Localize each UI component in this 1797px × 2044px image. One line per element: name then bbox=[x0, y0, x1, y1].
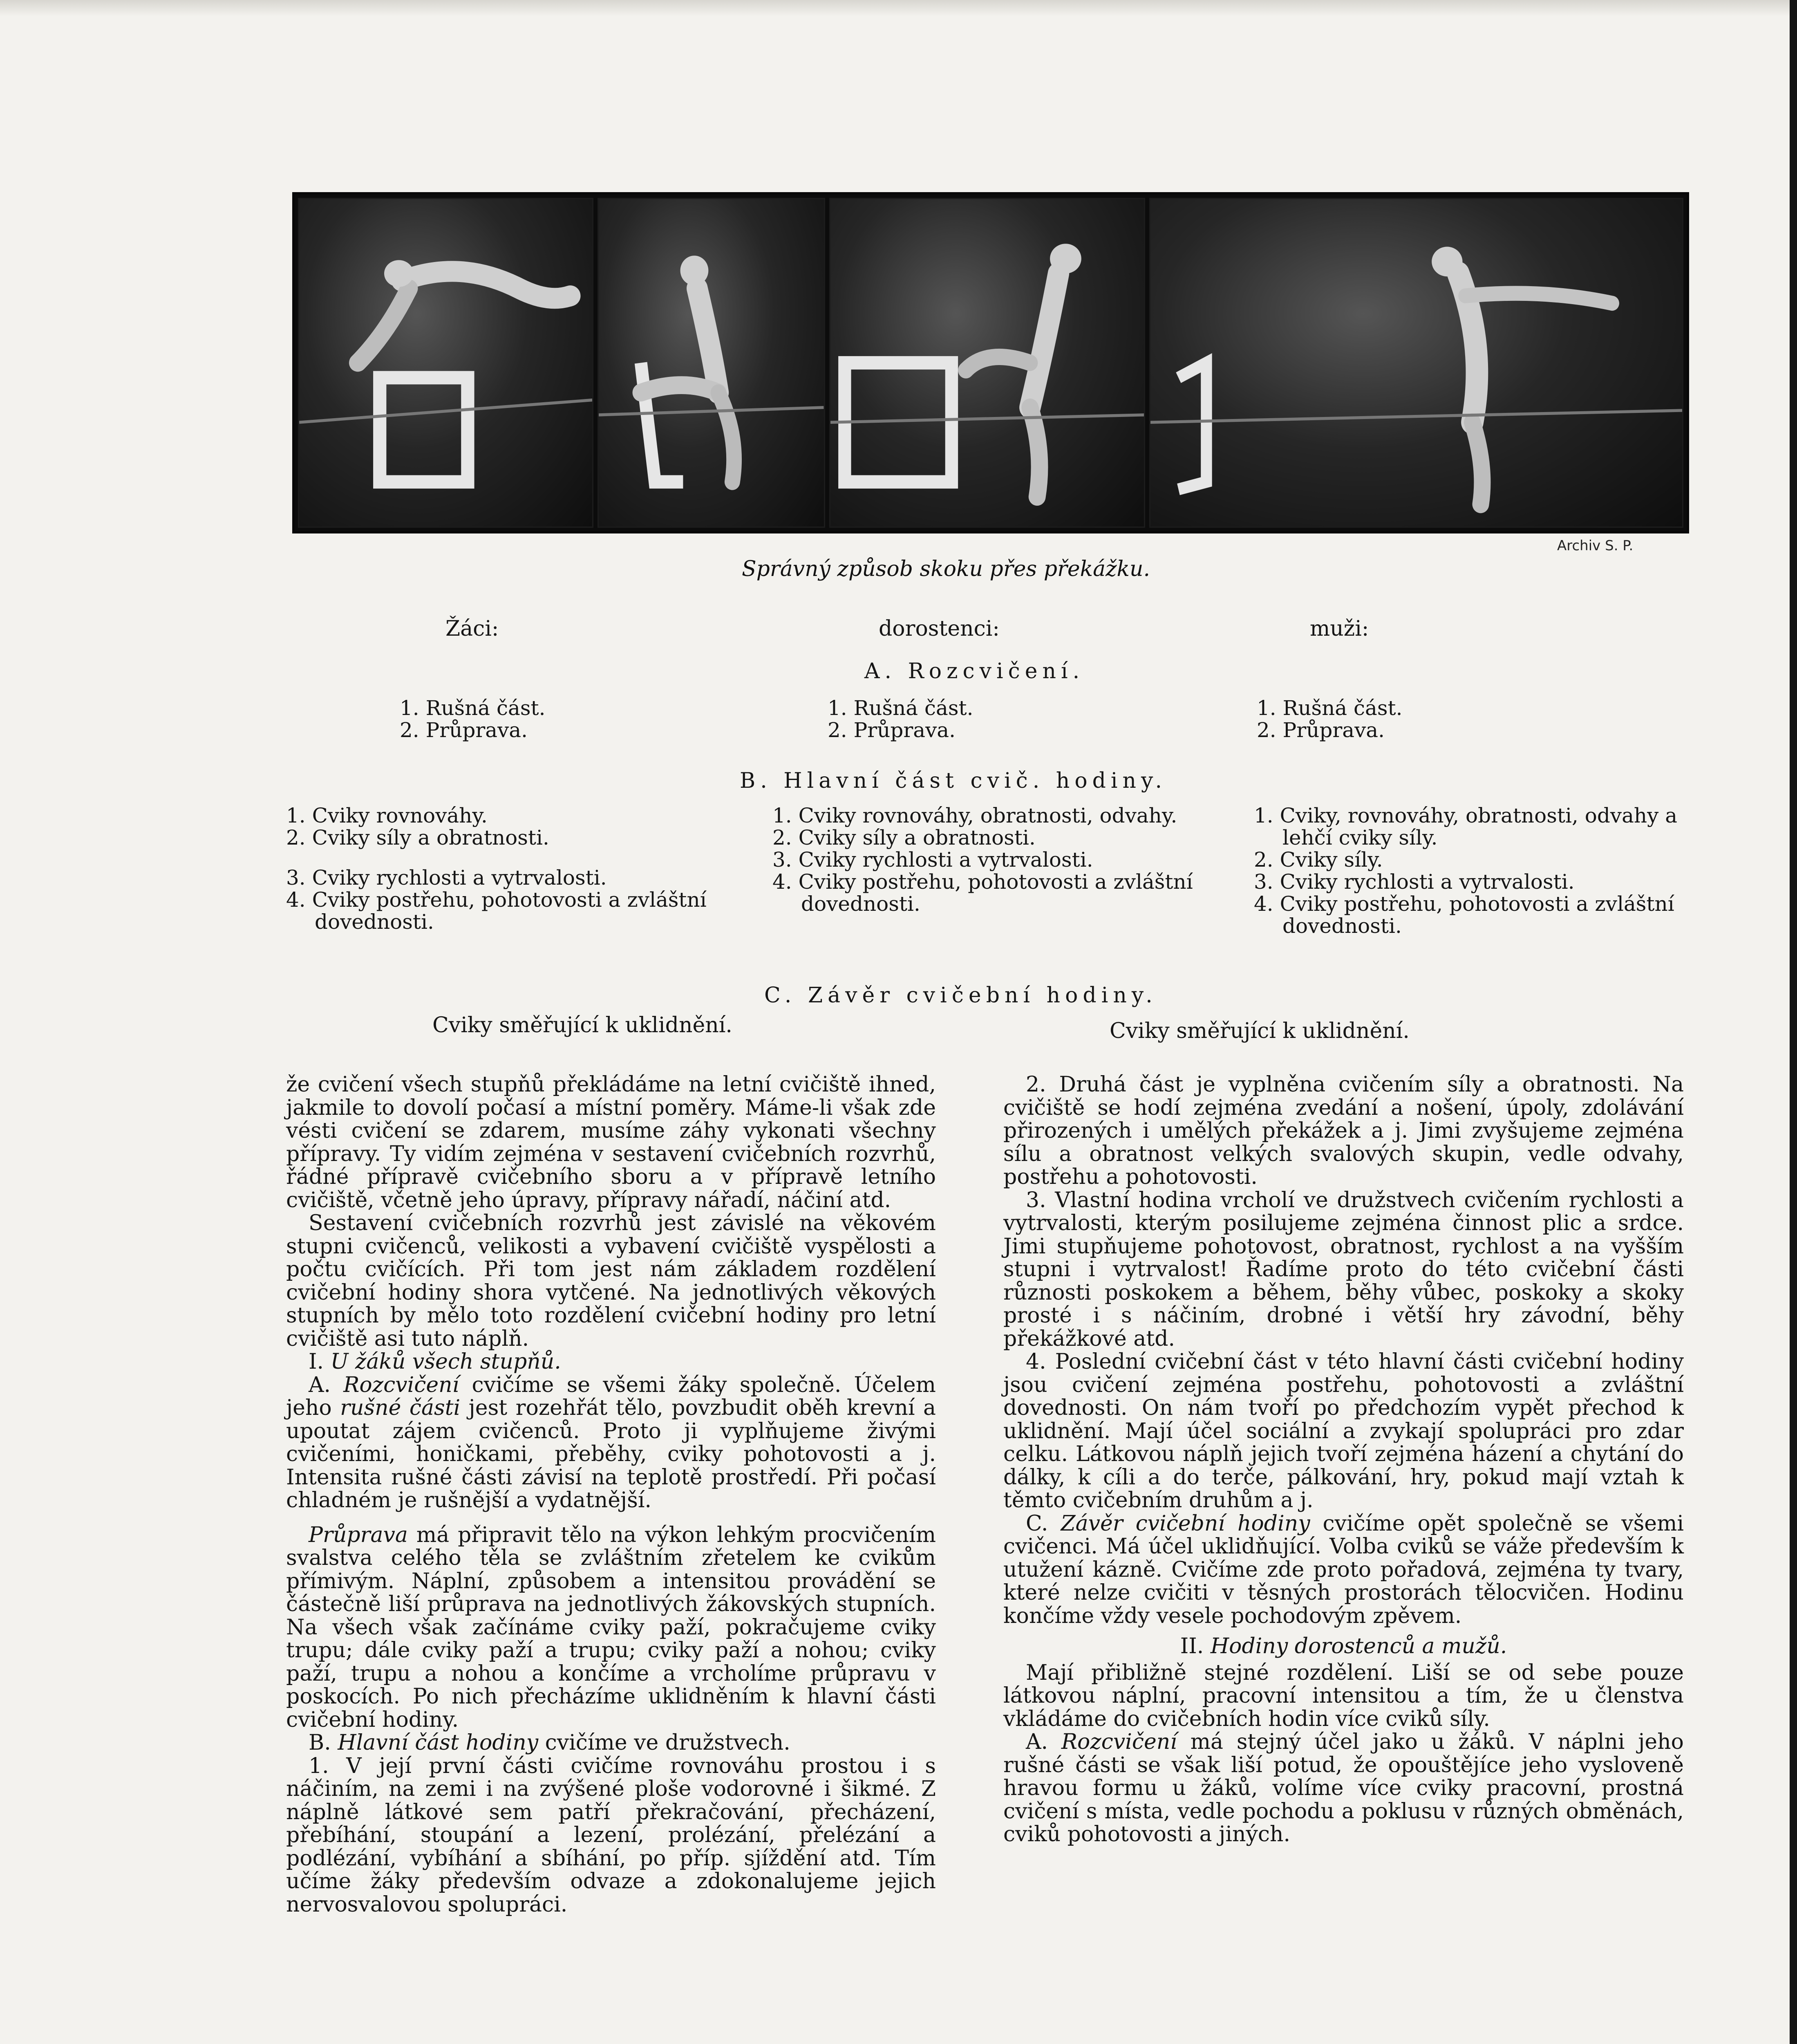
paragraph: C. Závěr cvičební hodiny cvičíme opět společně se všemi cvičenci. Má účel uklidňující. Volba cviků se váže především k utužení kázně. Cvičíme zde proto pořadová, zejména ty tvary, které nelze cvičiti v těsných prostorách tělocvičen. Hodinu končíme vždy vesele pochodovým zpěvem. bbox=[1003, 1511, 1684, 1628]
section-b-dorostenci-list bbox=[772, 805, 1210, 915]
right-text-column bbox=[1003, 1073, 1684, 1846]
section-a-zaci-list bbox=[400, 697, 629, 741]
hurdle-jump-photo-sequence bbox=[292, 192, 1689, 533]
header-muzi: muži: bbox=[1310, 616, 1369, 641]
header-dorostenci: dorostenci: bbox=[879, 616, 1000, 641]
section-b-muzi-list bbox=[1254, 805, 1695, 937]
photo-frame-1 bbox=[298, 198, 593, 528]
section-b-zaci-list bbox=[286, 805, 727, 933]
section-a-title: A. Rozcvičení. bbox=[864, 659, 1085, 684]
section-c-muzi: Cviky směřující k uklidnění. bbox=[1110, 1019, 1410, 1043]
list-item: 3. Cviky rychlosti a vytrvalosti. bbox=[1254, 870, 1575, 894]
paragraph: Mají přibližně stejné rozdělení. Liší se od sebe pouze látkovou náplní, pracovní intensitou a tím, že u členstva vkládáme do cvičebních hodin více cviků síly. bbox=[1003, 1660, 1684, 1731]
photo-frame-3 bbox=[829, 198, 1145, 528]
section-c-zaci: Cviky směřující k uklidnění. bbox=[432, 1013, 732, 1038]
photo-frame-4 bbox=[1149, 198, 1683, 528]
scan-top-edge bbox=[0, 0, 1797, 16]
list-item: 1. Cviky, rovnováhy, obratnosti, odvahy a lehčí cviky síly. bbox=[1254, 804, 1678, 849]
section-a-dorostenci-list bbox=[828, 697, 1056, 741]
section-c-title: C. Závěr cvičební hodiny. bbox=[764, 983, 1157, 1008]
photo-frame-2 bbox=[598, 198, 825, 528]
list-item: 2. Průprava. bbox=[400, 718, 528, 742]
list-item: 2. Cviky síly. bbox=[1254, 848, 1383, 872]
list-item: 1. Rušná část. bbox=[400, 696, 546, 720]
list-item: 3. Cviky rychlosti a vytrvalosti. bbox=[286, 866, 607, 890]
paragraph: Průprava má připravit tělo na výkon lehkým procvičením svalstva celého těla se zvláštním zřetelem ke cvikům přímivým. Náplní, způsobem a intensitou provádění se částečně liší průprava na jednotlivých žákovských stupních. Na všech však začínáme cviky paží, pokračujeme cviky trupu; dále cviky paží a trupu; cviky paží a nohou; cviky paží, trupu a nohou a končíme a vrcholíme průpravu v poskocích. Po nich přecházíme uklidněním k hlavní části cvičební hodiny. bbox=[286, 1522, 936, 1732]
paragraph: 2. Druhá část je vyplněna cvičením síly a obratnosti. Na cvičiště se hodí zejména zvedání a nošení, úpoly, zdolávání přirozených i umělých překážek a j. Jimi zvyšujeme zejména sílu a obratnost velkých svalových skupin, vedle odvahy, postřehu a pohotovosti. bbox=[1003, 1072, 1684, 1189]
left-text-column bbox=[286, 1073, 936, 1916]
paragraph: 4. Poslední cvičební část v této hlavní části cvičební hodiny jsou cvičení zejména postřehu, pohotovosti a zvláštní dovednosti. On nám tvoří po předchozím vypět přechod k uklidnění. Mají účel sociální a zvykají spolupráci pro zdar celku. Látkovou náplň jejich tvoří zejména házení a chytání do dálky, k cíli a do terče, pálkování, hry, pokud mají vztah k těmto cvičebním druhům a j. bbox=[1003, 1349, 1684, 1513]
paragraph: A. Rozcvičení má stejný účel jako u žáků. V náplni jeho rušné části se však liší potud, že opouštějíce jeho vysloveně hravou formu u žáků, volíme více cviky pracovní, prostná cvičení s místa, vedle pochodu a poklusu v různých obměnách, cviků pohotovosti a jiných. bbox=[1003, 1730, 1684, 1847]
list-item: 2. Cviky síly a obratnosti. bbox=[772, 826, 1036, 849]
photo-credit: Archiv S. P. bbox=[1557, 538, 1634, 554]
subheading-zaci: I. U žáků všech stupňů. bbox=[309, 1349, 561, 1374]
paragraph: 3. Vlastní hodina vrcholí ve družstvech cvičením rychlosti a vytrvalosti, kterým posilujeme zejména činnost plic a srdce. Jimi stupňujeme pohotovost, obratnost, rychlost a na vyšším stupni i vytrvalost! Řadíme proto do této cvičební části různosti poskokem a během, běhy vůbec, poskoky a skoky prosté i s náčiním, drobné i větší hry závodní, běhy překážkové atd. bbox=[1003, 1188, 1684, 1351]
list-item: 1. Cviky rovnováhy, obratnosti, odvahy. bbox=[772, 804, 1177, 827]
list-item: 4. Cviky postřehu, pohotovosti a zvláštní dovednosti. bbox=[772, 870, 1193, 916]
paragraph: že cvičení všech stupňů překládáme na letní cvičiště ihned, jakmile to dovolí počasí a místní poměry. Máme-li však zde vésti cvičení se zdarem, musíme záhy vykonati všechny přípravy. Ty vidím zejména v sestavení cvičebních rozvrhů, řádné přípravě cvičebního sboru a v přípravě letního cvičiště, včetně jeho úpravy, přípravy nářadí, náčiní atd. bbox=[286, 1072, 936, 1213]
paragraph: A. Rozcvičení cvičíme se všemi žáky společně. Účelem jeho rušné části jest rozehřát tělo, povzbudit oběh krevní a upoutat zájem cvičenců. Proto ji vyplňujeme živými cvičeními, honičkami, přeběhy, cviky pohotovosti a j. Intensita rušné části závisí na teplotě prostředí. Při počasí chladném je rušnější a vydatnější. bbox=[286, 1372, 936, 1513]
scan-right-edge bbox=[1790, 0, 1797, 2044]
section-a-muzi-list bbox=[1257, 697, 1486, 741]
list-item: 2. Průprava. bbox=[828, 718, 956, 742]
photo-caption: Správný způsob skoku přes překážku. bbox=[742, 557, 1150, 581]
header-zaci: Žáci: bbox=[445, 616, 499, 641]
list-item: 2. Průprava. bbox=[1257, 718, 1385, 742]
subheading-dorostenci-muzi: II. Hodiny dorostenců a mužů. bbox=[1180, 1634, 1507, 1659]
list-item: 3. Cviky rychlosti a vytrvalosti. bbox=[772, 848, 1093, 872]
list-item: 4. Cviky postřehu, pohotovosti a zvláštní dovednosti. bbox=[1254, 892, 1674, 938]
list-item: 1. Cviky rovnováhy. bbox=[286, 804, 488, 827]
list-item: 2. Cviky síly a obratnosti. bbox=[286, 826, 549, 849]
paragraph: Sestavení cvičebních rozvrhů jest závislé na věkovém stupni cvičenců, velikosti a vybavení cvičiště vyspělosti a počtu cvičících. Při tom jest nám základem rozdělení cvičební hodiny shora vytčené. Na jednotlivých věkových stupních by mělo toto rozdělení cvičební hodiny pro letní cvičiště asi tuto náplň. bbox=[286, 1211, 936, 1351]
section-b-title: B. Hlavní část cvič. hodiny. bbox=[740, 769, 1167, 793]
paragraph: B. Hlavní část hodiny cvičíme ve družstvech. bbox=[309, 1730, 790, 1755]
list-item: 4. Cviky postřehu, pohotovosti a zvláštní dovednosti. bbox=[286, 888, 707, 934]
paragraph: 1. V její první části cvičíme rovnováhu prostou i s náčiním, na zemi i na zvýšené ploše vodorovné i šikmé. Z náplně látkové sem patří překračování, přecházení, přebíhání, stoupání a lezení, prolézání, přelézání a podlézání, vybíhání a sbíhání, po příp. sjíždění atd. Tím učíme žáky především odvaze a zdokonalujeme jejich nervosvalovou spolupráci. bbox=[286, 1753, 936, 1917]
list-item: 1. Rušná část. bbox=[1257, 696, 1403, 720]
list-item: 1. Rušná část. bbox=[828, 696, 973, 720]
